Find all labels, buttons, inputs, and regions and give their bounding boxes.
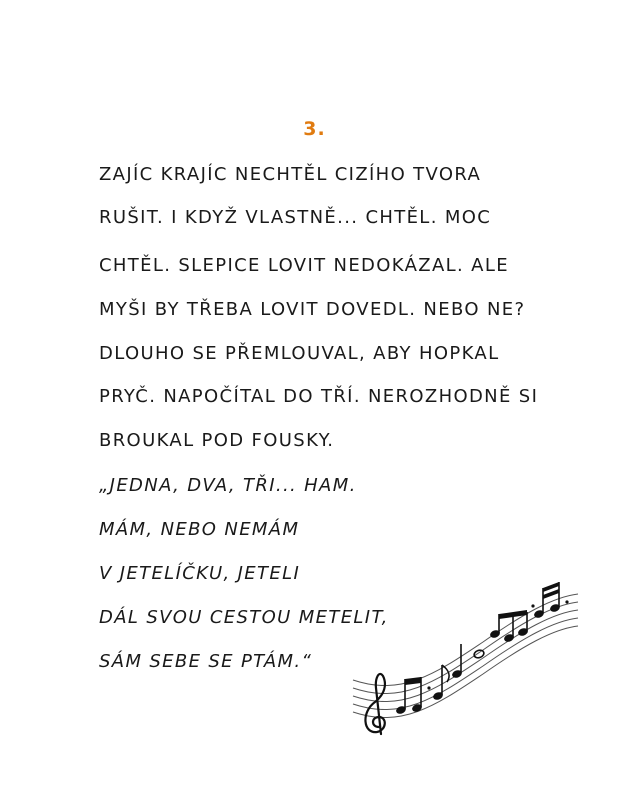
verse-line: „JEDNA, DVA, TŘI... HAM. <box>99 475 357 496</box>
prose-line: MYŠI BY TŘEBA LOVIT DOVEDL. NEBO NE? <box>99 299 526 320</box>
verse-line: MÁM, NEBO NEMÁM <box>99 519 300 540</box>
prose-line: DLOUHO SE PŘEMLOUVAL, ABY HOPKAL <box>99 343 500 364</box>
prose-line: CHTĚL. SLEPICE LOVIT NEDOKÁZAL. ALE <box>99 255 509 276</box>
chapter-number: 3. <box>303 118 326 140</box>
prose-line: ZAJÍC KRAJÍC NECHTĚL CIZÍHO TVORA <box>99 164 482 185</box>
prose-line: PRYČ. NAPOČÍTAL DO TŘÍ. NEROZHODNĚ SI <box>99 386 539 407</box>
prose-line: BROUKAL POD FOUSKY. <box>99 430 335 451</box>
verse-line: SÁM SEBE SE PTÁM.“ <box>99 651 313 672</box>
music-staff-icon <box>343 562 583 742</box>
verse-line: V JETELÍČKU, JETELI <box>99 563 301 584</box>
prose-line: RUŠIT. I KDYŽ VLASTNĚ... CHTĚL. MOC <box>99 207 492 228</box>
verse-line: DÁL SVOU CESTOU METELIT, <box>99 607 389 628</box>
